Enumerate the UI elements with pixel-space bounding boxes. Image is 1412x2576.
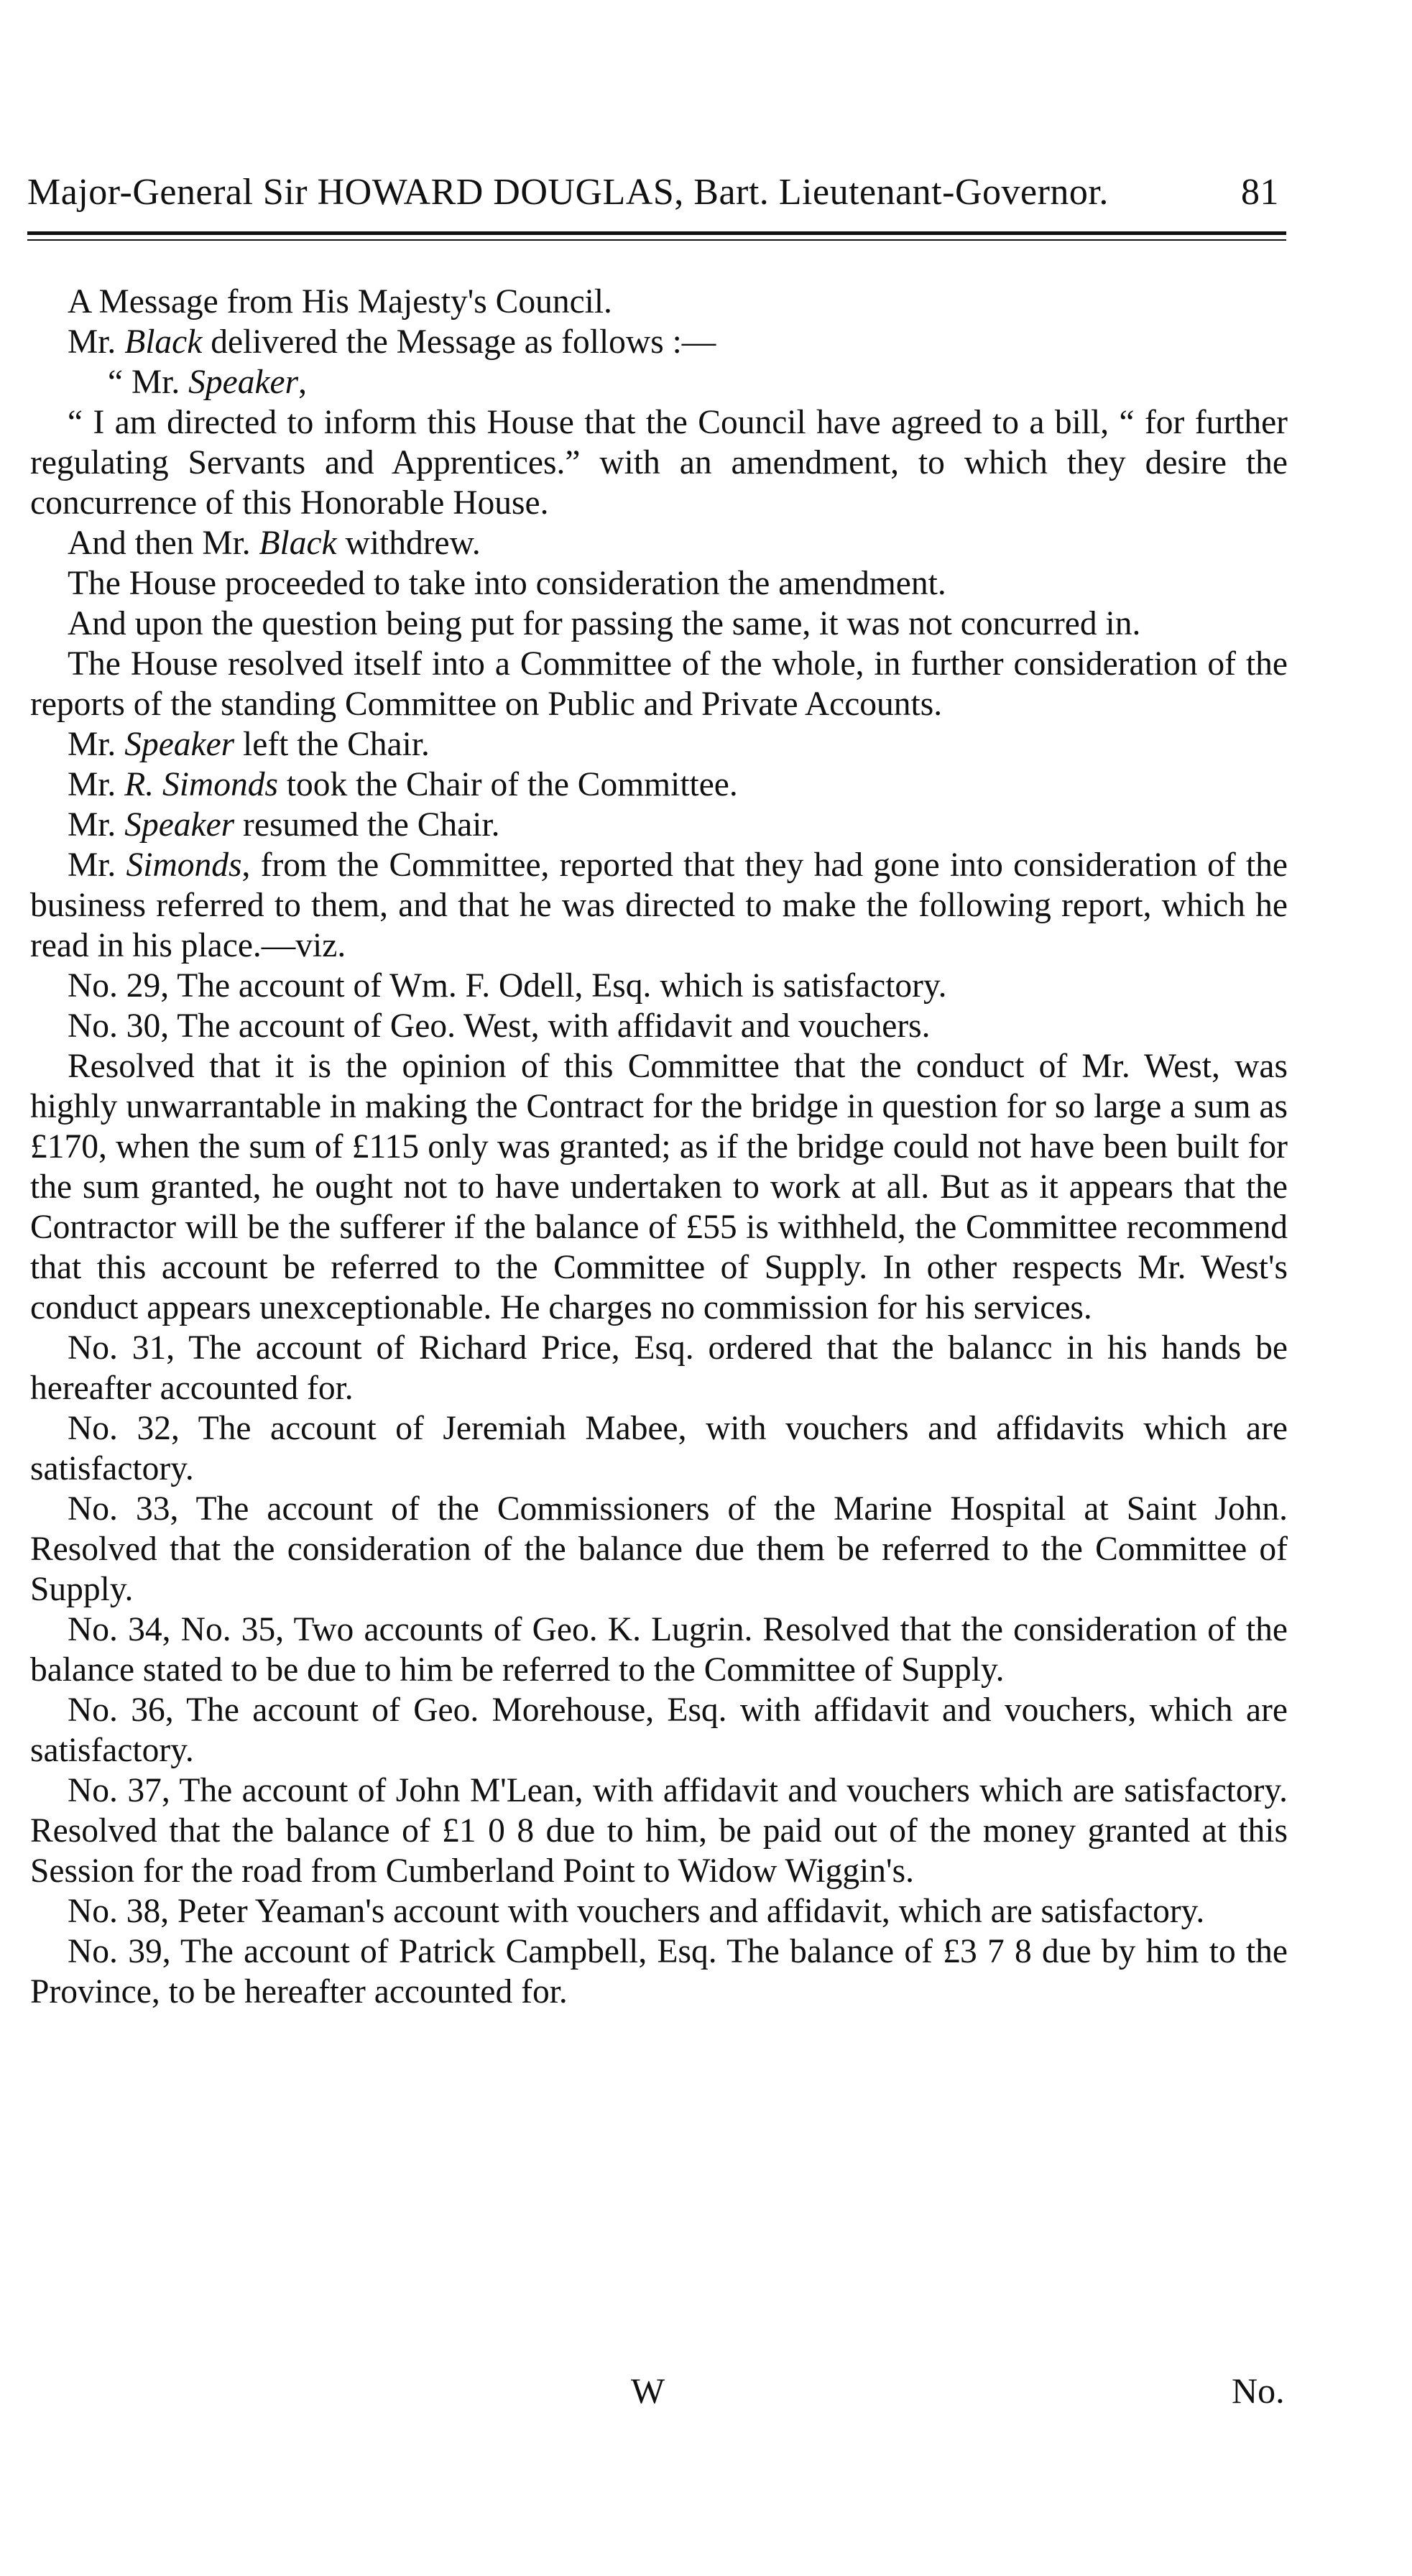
member-name: Simonds (126, 846, 242, 884)
paragraph-account-29: No. 29, The account of Wm. F. Odell, Esq. which is satisfactory. (68, 967, 947, 1005)
paragraph-account-30: No. 30, The account of Geo. West, with affidavit and vouchers. (68, 1007, 931, 1045)
page-footer (0, 2370, 1412, 2420)
paragraph-message-announcement: A Message from His Majesty's Council. (68, 283, 612, 320)
paragraph-message-delivery: Mr. Black delivered the Message as follows :— (68, 323, 716, 361)
paragraph-committee-resolution: The House resolved itself into a Committee of the whole, in further consideration of the reports of the standing Committee on Public and Private Accounts. (30, 645, 1288, 723)
speaker-title: Speaker (188, 364, 299, 401)
paragraph-account-36: No. 36, The account of Geo. Morehouse, Esq. with affidavit and vouchers, which are satisfactory. (30, 1691, 1288, 1769)
catchword: No. (1232, 2370, 1285, 2411)
paragraph-committee-report: Mr. Simonds, from the Committee, reported that they had gone into consideration of the business referred to them, and that he was directed to make the following report, which he read in his place.—viz. (30, 846, 1288, 964)
paragraph-account-39: No. 39, The account of Patrick Campbell, Esq. The balance of £3 7 8 due by him to the Province, to be hereafter accounted for. (30, 1933, 1288, 2011)
paragraph-speaker-left: Mr. Speaker left the Chair. (68, 726, 430, 763)
member-name: Black (124, 323, 203, 361)
paragraph-account-34-35: No. 34, No. 35, Two accounts of Geo. K. Lugrin. Resolved that the consideration of the balance stated to be due to him be referred to the Committee of Supply. (30, 1611, 1288, 1689)
paragraph-withdrawal: And then Mr. Black withdrew. (68, 525, 481, 562)
paragraph-account-32: No. 32, The account of Jeremiah Mabee, with vouchers and affidavits which are satisfactory. (30, 1410, 1288, 1487)
paragraph-amendment-vote: And upon the question being put for passing the same, it was not concurred in. (68, 605, 1141, 642)
paragraph-amendment-consideration: The House proceeded to take into consideration the amendment. (68, 565, 946, 602)
paragraph-account-38: No. 38, Peter Yeaman's account with vouchers and affidavit, which are satisfactory. (68, 1893, 1205, 1930)
paragraph-account-31: No. 31, The account of Richard Price, Esq. ordered that the balancc in his hands be hereafter accounted for. (30, 1329, 1288, 1407)
journal-body (30, 282, 1288, 2012)
page-number: 81 (1241, 172, 1279, 213)
signature-mark: W (631, 2370, 665, 2411)
member-name: Black (259, 525, 337, 562)
paragraph-account-37: No. 37, The account of John M'Lean, with affidavit and vouchers which are satisfactory. Resolved that the balance of £1 0 8 due to him, be paid out of the money granted at this Session for the road from Cumberland Point to Widow Wiggin's. (30, 1772, 1288, 1890)
paragraph-salutation: “ Mr. Speaker, (108, 364, 307, 401)
paragraph-council-message: “ I am directed to inform this House that the Council have agreed to a bill, “ for further regulating Servants and Apprentices.” with an amendment, to which they desire the concurrence of this Honorable House. (30, 404, 1288, 522)
running-header (27, 171, 1279, 213)
paragraph-speaker-resumed: Mr. Speaker resumed the Chair. (68, 806, 500, 844)
header-rule-thin (27, 239, 1286, 241)
running-title: Major-General Sir HOWARD DOUGLAS, Bart. Lieutenant-Governor. (27, 172, 1109, 213)
paragraph-committee-chair: Mr. R. Simonds took the Chair of the Committee. (68, 766, 738, 803)
speaker-title: Speaker (124, 726, 235, 763)
paragraph-account-33: No. 33, The account of the Commissioners of the Marine Hospital at Saint John. Resolved that the consideration of the balance due them be referred to the Committee of Supply. (30, 1490, 1288, 1608)
speaker-title: Speaker (124, 806, 235, 844)
header-rule-thick (27, 231, 1286, 235)
paragraph-west-resolution: Resolved that it is the opinion of this Committee that the conduct of Mr. West, was highly unwarrantable in making the Contract for the bridge in question for so large a sum as £170, when the sum of £115 only was granted; as if the bridge could not have been built for the sum granted, he ought not to have undertaken to work at all. But as it appears that the Contractor will be the sufferer if the balance of £55 is withheld, the Committee recommend that this account be referred to the Committee of Supply. In other respects Mr. West's conduct appears unexceptionable. He charges no commission for his services. (30, 1048, 1288, 1326)
member-name: R. Simonds (124, 766, 278, 803)
